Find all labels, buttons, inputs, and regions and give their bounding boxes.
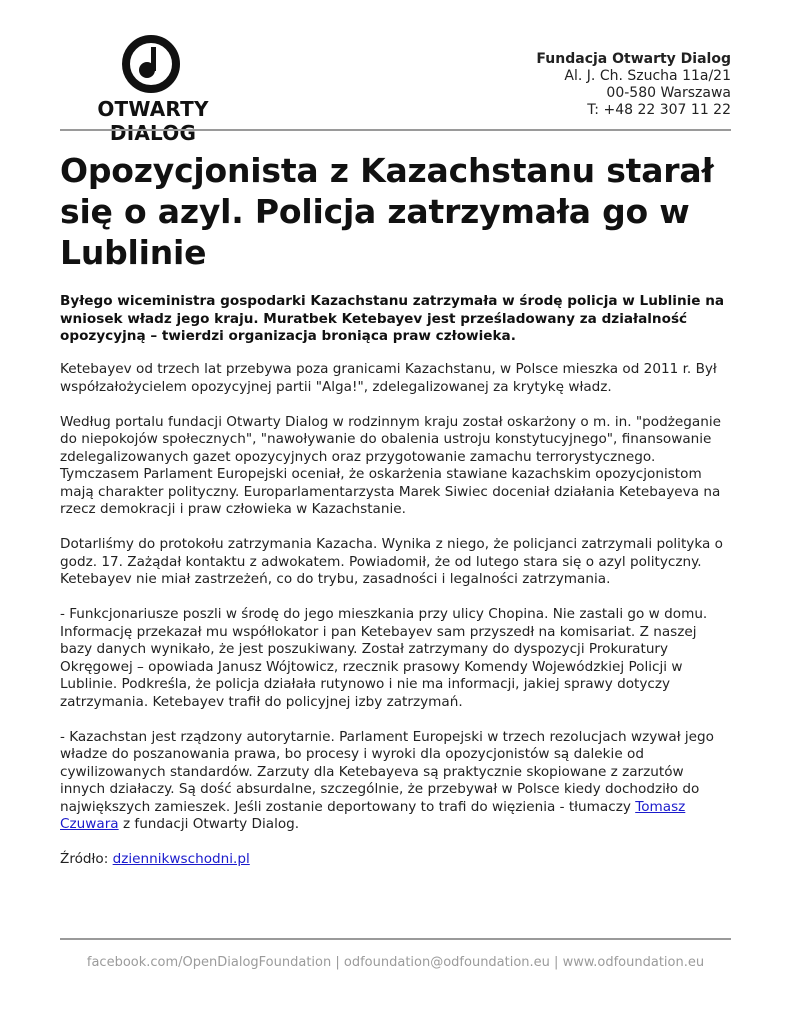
author-link[interactable]: Tomasz Czuwara bbox=[60, 798, 686, 832]
header-divider bbox=[60, 129, 731, 131]
article-paragraph: Dotarliśmy do protokołu zatrzymania Kazacha. Wynika z niego, że policjanci zatrzymali polityka o godz. 17. Zażądał kontaktu z adwokatem. Powiadomił, że od lutego stara się o azyl polityczny. Ketebayev nie miał zastrzeżeń, co do trybu, zasadności i legalności zatrzymania. bbox=[60, 536, 723, 587]
footer-divider bbox=[60, 938, 731, 940]
article-lead: Byłego wiceministra gospodarki Kazachstanu zatrzymała w środę policja w Lublinie na wniosek władz jego kraju. Muratbek Ketebayev jest prześladowany za działalność opozycyjną – twierdzi organizacja broniąca praw człowieka. bbox=[60, 293, 725, 344]
article-paragraph-last bbox=[60, 729, 731, 834]
footer-contact: facebook.com/OpenDialogFoundation | odfoundation@odfoundation.eu | www.odfoundation.eu bbox=[86, 955, 705, 970]
article-paragraph: - Funkcjonariusze poszli w środę do jego mieszkania przy ulicy Chopina. Nie zastali go w domu. Informację przekazał mu współlokator i pan Ketebayev sam przyszedł na komisariat. Z naszej bazy danych wynikało, że jest poszukiwany. Został zatrzymany do dyspozycji Prokuratury Okręgowej – opowiada Janusz Wójtowicz, rzecznik prasowy Komendy Wojewódzkiej Policji w Lublinie. Podkreśla, że policja działała rutynowo i nie ma informacji, jakiej sprawy dotyczy zatrzymania. Ketebayev trafił do policyjnej izby zatrzymań. bbox=[60, 606, 708, 710]
article-title: Opozycjonista z Kazachstanu starał się o azyl. Policja zatrzymała go w Lublinie bbox=[60, 151, 714, 272]
paragraph-suffix: z fundacji Otwarty Dialog. bbox=[118, 816, 300, 832]
logo-text: OTWARTY DIALOG bbox=[97, 97, 209, 145]
foundation-address bbox=[536, 51, 731, 119]
source-label: Źródło: bbox=[60, 851, 113, 867]
address-phone: T: +48 22 307 11 22 bbox=[587, 102, 731, 118]
article-body bbox=[60, 361, 731, 886]
article-paragraph: Według portalu fundacji Otwarty Dialog w rodzinnym kraju został oskarżony o m. in. "podżeganie do niepokojów społecznych", "nawoływanie do obalenia ustroju konstytucyjnego", finansowanie zdelegalizowanych gazet opozycyjnych oraz przygotowanie zamachu terrorystycznego. Tymczasem Parlament Europejski oceniał, że oskarżenia stawiane kazachskim opozycjonistom mają charakter polityczny. Europarlamentarzysta Marek Siwiec doceniał działania Ketebayeva na rzecz demokracji i praw człowieka w Kazachstanie. bbox=[60, 413, 721, 517]
article-paragraph: Ketebayev od trzech lat przebywa poza granicami Kazachstanu, w Polsce mieszka od 2011 r. Był współzałożycielem opozycyjnej partii "Alga!", zdelegalizowanej za krytykę władz. bbox=[60, 361, 717, 395]
source-link[interactable]: dziennikwschodni.pl bbox=[112, 851, 250, 867]
paragraph-text: - Kazachstan jest rządzony autorytarnie. Parlament Europejski w trzech rezolucjach wzywał jego władze do poszanowania prawa, bo procesy i wyroki dla opozycjonistów są dalekie od cywilizowanych standardów. Zarzuty dla Ketebayeva są praktycznie skopiowane z zarzutów innych działaczy. Są dość absurdalne, szczególnie, że przebywał w Polsce kiedy dochodziło do największych zamieszek. Jeśli zostanie deportowany to trafi do więzienia - tłumaczy bbox=[60, 728, 714, 815]
address-street: Al. J. Ch. Szucha 11a/21 bbox=[564, 68, 731, 84]
address-org: Fundacja Otwarty Dialog bbox=[536, 51, 731, 67]
otwarty-dialog-logo bbox=[58, 34, 248, 145]
address-city: 00-580 Warszawa bbox=[606, 85, 731, 101]
logo-mark-icon bbox=[121, 34, 181, 94]
source-line bbox=[60, 851, 731, 869]
